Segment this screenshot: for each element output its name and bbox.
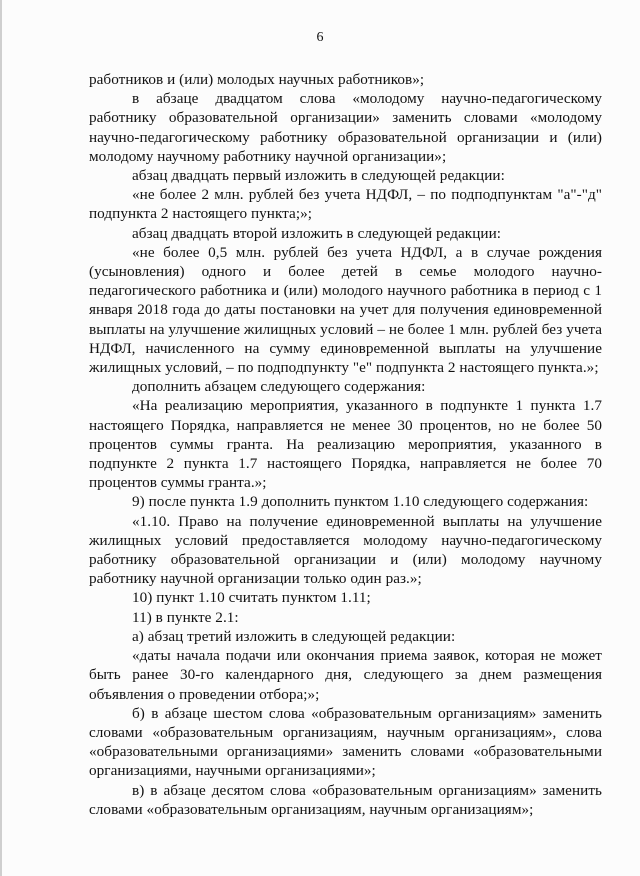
paragraph: в) в абзаце десятом слова «образовательным организациям» заменить словами «образовательным организациям, научным организациям»; [89,781,602,818]
paragraph: работников и (или) молодых научных работников»; [89,71,425,88]
paragraph: дополнить абзацем следующего содержания: [132,378,426,396]
page-edge-shadow [0,0,2,876]
paragraph: «1.10. Право на получение единовременной выплаты на улучшение жилищных условий предоставляется молодому научно-педагогическому работнику образовательной организации и (или) молодому научному работнику научной организации только один раз.»; [89,512,602,588]
paragraph: «На реализацию мероприятия, указанного в подпункте 1 пункта 1.7 настоящего Порядка, направляется не менее 30 процентов, но не более 50 процентов суммы гранта. На реализацию мероприятия, указанного в подпункте 2 пункта 1.7 настоящего Порядка, направляется не более 70 процентов суммы гранта.»; [89,397,602,492]
paragraph: а) абзац третий изложить в следующей редакции: [132,627,456,645]
paragraph: «не более 2 млн. рублей без учета НДФЛ, – по подподпунктам "а"-"д" подпункта 2 настоящего пункта;»; [89,186,602,223]
paragraph: б) в абзаце шестом слова «образовательным организациям» заменить словами «образовательным организациям, научным организациям», слова «образовательными организациями» заменить словами «образовательными организациями, научными организациями»; [89,704,602,780]
paragraph: абзац двадцать первый изложить в следующей редакции: [132,167,505,185]
document-body [89,70,602,819]
paragraph: в абзаце двадцатом слова «молодому научно-педагогическому работнику образовательной организации» заменить словами «молодому научно-педагогическому работнику образовательной организации и (или) молодому научному работнику научной организации»; [89,90,602,165]
paragraph: «не более 0,5 млн. рублей без учета НДФЛ, а в случае рождения (усыновления) одного и более детей в семье молодого научно-педагогического работника и (или) молодого научного работника в период с 1 января 2018 года до даты постановки на учет для получения единовременной выплаты на улучшение жилищных условий – не более 1 млн. рублей без учета НДФЛ, начисленного на сумму единовременной выплаты на улучшение жилищных условий, – по подподпункту "е" подпункта 2 настоящего пункта.»; [89,243,602,377]
paragraph: 10) пункт 1.10 считать пунктом 1.11; [132,589,371,607]
page-number: 6 [316,30,324,45]
paragraph: 11) в пункте 2.1: [132,608,239,626]
paragraph: «даты начала подачи или окончания приема заявок, которая не может быть ранее 30-го календарного дня, следующего за днем размещения объявления о проведении отбора;»; [89,647,602,703]
paragraph: абзац двадцать второй изложить в следующей редакции: [132,224,502,242]
paragraph: 9) после пункта 1.9 дополнить пунктом 1.10 следующего содержания: [132,493,589,511]
